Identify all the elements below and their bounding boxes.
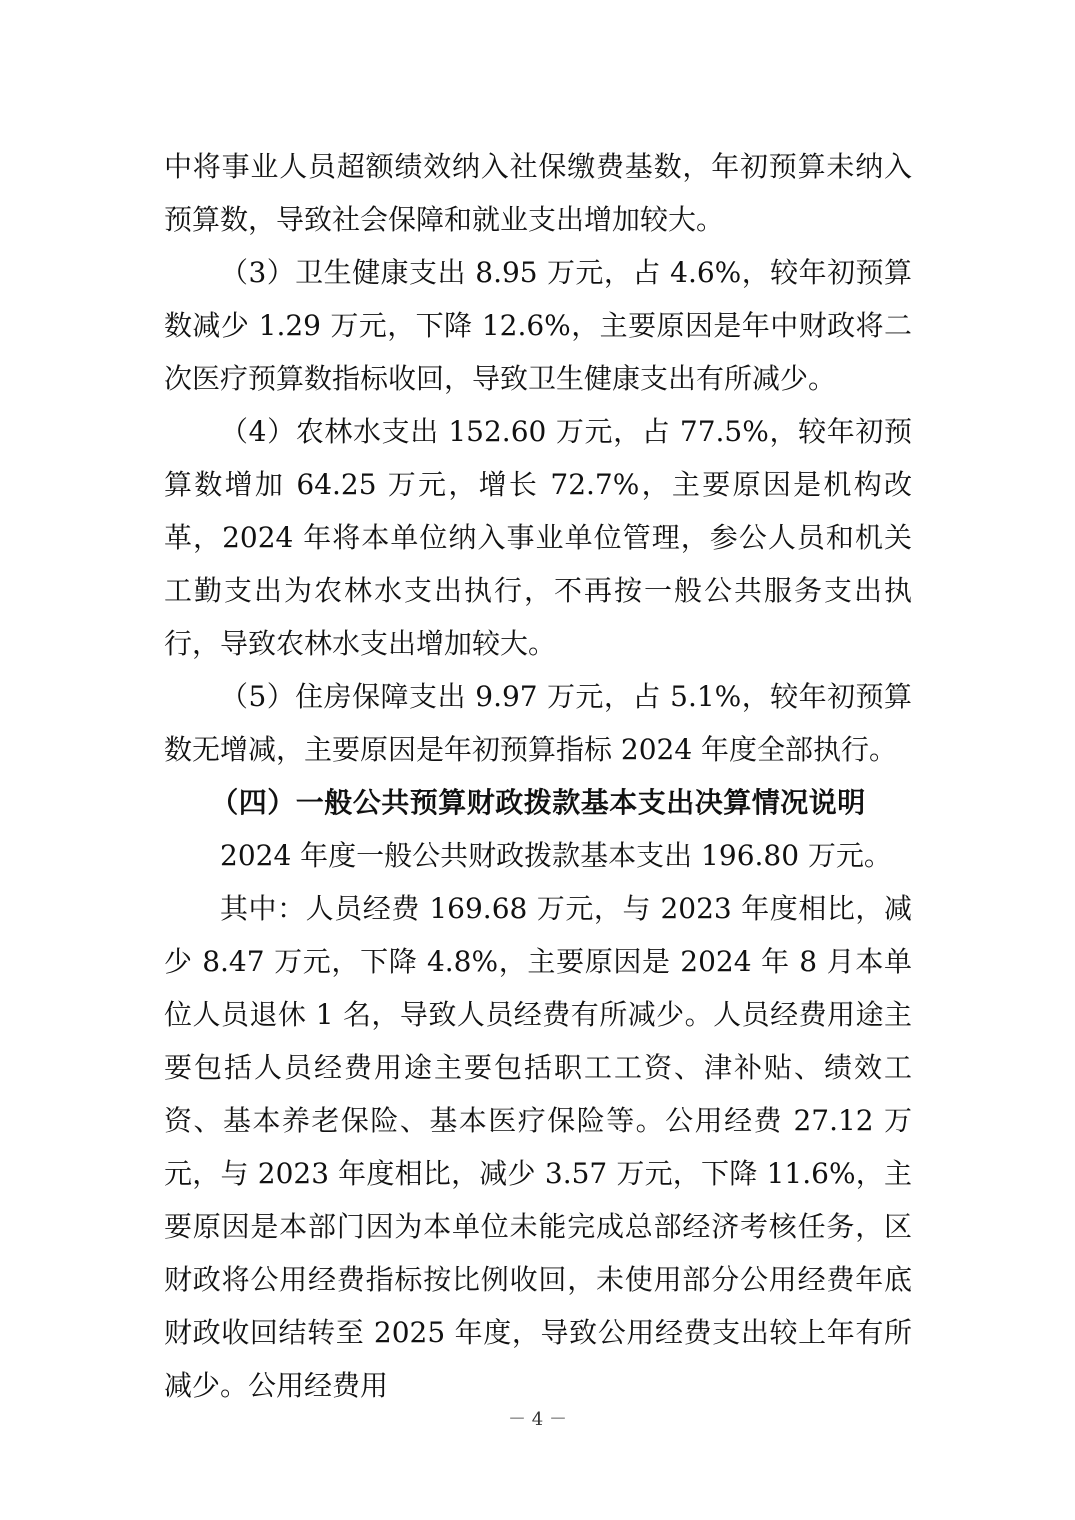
paragraph-health-expenditure: （3）卫生健康支出 8.95 万元，占 4.6%，较年初预算数减少 1.29 万元，下降 12.6%，主要原因是年中财政将二次医疗预算数指标收回，导致卫生健康支出有所减少。 <box>164 256 912 395</box>
paragraph-basic-expenditure-total: 2024 年度一般公共财政拨款基本支出 196.80 万元。 <box>220 839 892 872</box>
paragraph-agriculture-expenditure: （4）农林水支出 152.60 万元，占 77.5%，较年初预算数增加 64.25 万元，增长 72.7%，主要原因是机构改革，2024 年将本单位纳入事业单位管理，参公人员和机关工勤支出为农林水支出执行，不再按一般公共服务支出执行，导致农林水支出增加较大。 <box>164 415 912 660</box>
paragraph-housing-expenditure: （5）住房保障支出 9.97 万元，占 5.1%，较年初预算数无增减，主要原因是年初预算指标 2024 年度全部执行。 <box>164 680 912 766</box>
page-number: － 4 － <box>508 1409 567 1430</box>
document-body <box>164 140 912 1412</box>
paragraph-basic-expenditure-detail: 其中：人员经费 169.68 万元，与 2023 年度相比，减少 8.47 万元，下降 4.8%，主要原因是 2024 年 8 月本单位人员退休 1 名，导致人员经费有所减少。人员经费用途主要包括人员经费用途主要包括职工工资、津补贴、绩效工资、基本养老保险、基本医疗保险等。公用经费 27.12 万元，与 2023 年度相比，减少 3.57 万元，下降 11.6%，主要原因是本部门因为本单位未能完成总部经济考核任务，区财政将公用经费指标按比例收回，未使用部分公用经费年底财政收回结转至 2025 年度，导致公用经费支出较上年有所减少。公用经费用 <box>164 892 912 1402</box>
paragraph-continuation: 中将事业人员超额绩效纳入社保缴费基数，年初预算未纳入预算数，导致社会保障和就业支出增加较大。 <box>164 150 912 236</box>
section-heading: （四）一般公共预算财政拨款基本支出决算情况说明 <box>210 786 866 819</box>
